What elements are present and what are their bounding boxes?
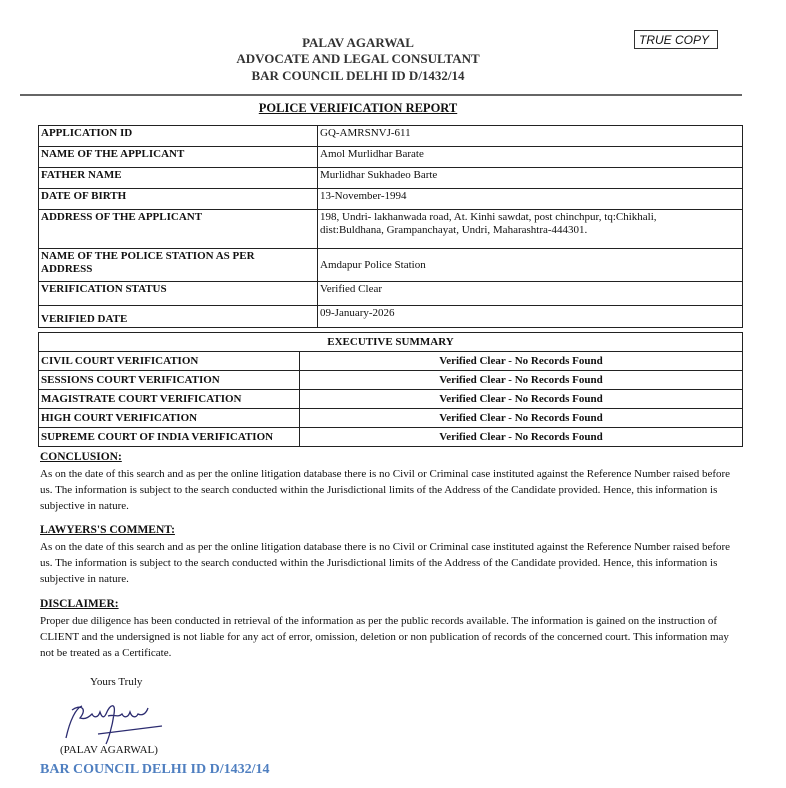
disclaimer-text: Proper due diligence has been conducted in retrieval of the information as per the public records available. The information is gained on the instruction of CLIENT and the undersigned is not liable for any act of error, omission, deletion or non publication of records of the concerned court. This information may not be treated as a Certificate. bbox=[40, 615, 729, 659]
table-row bbox=[39, 282, 743, 306]
applicant-details-table bbox=[38, 125, 743, 328]
row-label: VERIFICATION STATUS bbox=[39, 282, 318, 306]
row-label: MAGISTRATE COURT VERIFICATION bbox=[39, 390, 300, 409]
row-label: APPLICATION ID bbox=[39, 126, 318, 147]
row-value: Verified Clear - No Records Found bbox=[300, 428, 743, 447]
conclusion-section bbox=[40, 451, 740, 514]
row-label: FATHER NAME bbox=[39, 168, 318, 189]
row-label: NAME OF THE POLICE STATION AS PER ADDRESS bbox=[39, 249, 318, 282]
bar-council-id: BAR COUNCIL DELHI ID D/1432/14 bbox=[251, 68, 465, 83]
signatory-bar-id: BAR COUNCIL DELHI ID D/1432/14 bbox=[40, 762, 270, 777]
row-label: ADDRESS OF THE APPLICANT bbox=[39, 210, 318, 249]
row-value: Murlidhar Sukhadeo Barte bbox=[318, 168, 743, 189]
row-value: Verified Clear - No Records Found bbox=[300, 352, 743, 371]
lawyers-comment-section bbox=[40, 524, 740, 587]
row-label: VERIFIED DATE bbox=[39, 306, 318, 328]
header-divider bbox=[20, 94, 742, 96]
table-row bbox=[39, 306, 743, 328]
table-row bbox=[39, 409, 743, 428]
table-row bbox=[39, 249, 743, 282]
row-value: GQ-AMRSNVJ-611 bbox=[318, 126, 743, 147]
disclaimer-heading: DISCLAIMER: bbox=[40, 598, 119, 610]
row-value: Verified Clear - No Records Found bbox=[300, 390, 743, 409]
lawyers-comment-text: As on the date of this search and as per the online litigation database there is no Civil or Criminal case instituted against the Reference Number raised before us. The information is subject to the search conducted within the Jurisdictional limits of the Address of the Candidate provided. Hence, this information is subjective in nature. bbox=[40, 541, 731, 585]
row-value: Verified Clear bbox=[318, 282, 743, 306]
table-row bbox=[39, 390, 743, 409]
table-row bbox=[39, 189, 743, 210]
row-value: 09-January-2026 bbox=[318, 306, 743, 328]
row-label: HIGH COURT VERIFICATION bbox=[39, 409, 300, 428]
table-row bbox=[39, 168, 743, 189]
signature-image bbox=[58, 700, 168, 748]
report-title: POLICE VERIFICATION REPORT bbox=[258, 101, 458, 115]
row-value: Amdapur Police Station bbox=[318, 249, 743, 282]
closing-text: Yours Truly bbox=[90, 676, 143, 688]
row-label: DATE OF BIRTH bbox=[39, 189, 318, 210]
true-copy-stamp: TRUE COPY bbox=[634, 30, 718, 49]
table-row bbox=[39, 428, 743, 447]
advocate-role: ADVOCATE AND LEGAL CONSULTANT bbox=[236, 51, 480, 66]
table-row bbox=[39, 126, 743, 147]
table-row bbox=[39, 371, 743, 390]
conclusion-heading: CONCLUSION: bbox=[40, 451, 122, 463]
conclusion-text: As on the date of this search and as per the online litigation database there is no Civil or Criminal case instituted against the Reference Number raised before us. The information is subject to the search conducted within the Jurisdictional limits of the Address of the Candidate provided. Hence, this information is subjective in nature. bbox=[40, 468, 731, 512]
row-label: NAME OF THE APPLICANT bbox=[39, 147, 318, 168]
table-row bbox=[39, 352, 743, 371]
table-row bbox=[39, 210, 743, 249]
row-value: Verified Clear - No Records Found bbox=[300, 371, 743, 390]
row-value: 198, Undri- lakhanwada road, At. Kinhi sawdat, post chinchpur, tq:Chikhali, dist:Buldhana, Grampanchayat, Undri, Maharashtra-444301. bbox=[318, 210, 743, 249]
summary-title: EXECUTIVE SUMMARY bbox=[39, 333, 743, 352]
disclaimer-section bbox=[40, 598, 740, 661]
signatory-name: (PALAV AGARWAL) bbox=[60, 744, 158, 756]
summary-header-row bbox=[39, 333, 743, 352]
row-value: Verified Clear - No Records Found bbox=[300, 409, 743, 428]
row-label: SUPREME COURT OF INDIA VERIFICATION bbox=[39, 428, 300, 447]
lawyers-comment-heading: LAWYERS'S COMMENT: bbox=[40, 524, 175, 536]
executive-summary-table bbox=[38, 332, 743, 447]
row-value: 13-November-1994 bbox=[318, 189, 743, 210]
table-row bbox=[39, 147, 743, 168]
row-value: Amol Murlidhar Barate bbox=[318, 147, 743, 168]
row-label: CIVIL COURT VERIFICATION bbox=[39, 352, 300, 371]
advocate-name: PALAV AGARWAL bbox=[302, 35, 414, 50]
row-label: SESSIONS COURT VERIFICATION bbox=[39, 371, 300, 390]
